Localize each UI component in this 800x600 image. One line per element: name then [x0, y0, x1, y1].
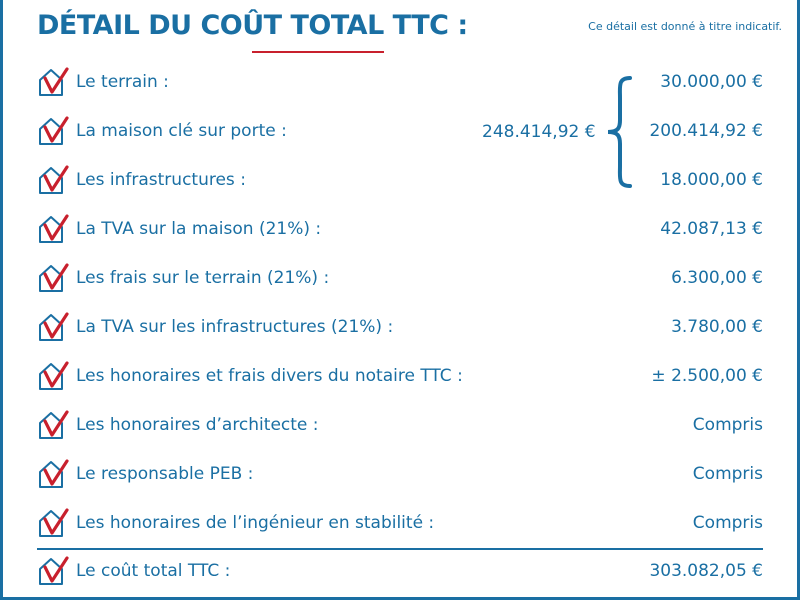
total-row [37, 555, 763, 589]
cost-value: 18.000,00 € [660, 170, 763, 190]
cost-label: Le responsable PEB : [76, 464, 254, 484]
cost-value: 42.087,13 € [660, 219, 763, 239]
cost-value: 3.780,00 € [671, 317, 763, 337]
cost-label: Les honoraires et frais divers du notaire TTC : [76, 366, 463, 386]
cost-label: La TVA sur les infrastructures (21%) : [76, 317, 394, 337]
title-underline [252, 51, 384, 53]
cost-value: Compris [692, 513, 763, 533]
cost-label: Les infrastructures : [76, 170, 246, 190]
cost-row [37, 409, 763, 443]
cost-label: Le terrain : [76, 72, 169, 92]
house-check-icon [37, 458, 69, 490]
house-check-icon [37, 262, 69, 294]
cost-row [37, 213, 763, 247]
house-check-icon [37, 555, 69, 587]
cost-row [37, 360, 763, 394]
cost-value: 6.300,00 € [671, 268, 763, 288]
cost-row [37, 164, 763, 198]
page-title [37, 10, 468, 41]
cost-value: Compris [692, 464, 763, 484]
house-check-icon [37, 115, 69, 147]
cost-label: Les honoraires d’architecte : [76, 415, 319, 435]
disclaimer-note: Ce détail est donné à titre indicatif. [588, 20, 782, 33]
cost-row [37, 262, 763, 296]
house-check-icon [37, 66, 69, 98]
cost-row [37, 66, 763, 100]
subtotal-value: 248.414,92 € [482, 122, 596, 142]
title-part-3: : [448, 10, 468, 41]
cost-label: Les frais sur le terrain (21%) : [76, 268, 330, 288]
total-divider [37, 548, 763, 550]
title-part-1: DÉTAIL DU COÛT [37, 10, 291, 41]
cost-label: La maison clé sur porte : [76, 121, 287, 141]
cost-row [37, 507, 763, 541]
cost-value: 200.414,92 € [649, 121, 763, 141]
cost-value: Compris [692, 415, 763, 435]
cost-row [37, 115, 763, 149]
cost-label: Les honoraires de l’ingénieur en stabilité : [76, 513, 435, 533]
total-label: Le coût total TTC : [76, 561, 231, 581]
cost-label: La TVA sur la maison (21%) : [76, 219, 322, 239]
cost-value: ± 2.500,00 € [651, 366, 763, 386]
cost-row [37, 311, 763, 345]
house-check-icon [37, 311, 69, 343]
total-value: 303.082,05 € [649, 561, 763, 581]
house-check-icon [37, 213, 69, 245]
cost-value: 30.000,00 € [660, 72, 763, 92]
house-check-icon [37, 164, 69, 196]
house-check-icon [37, 360, 69, 392]
house-check-icon [37, 409, 69, 441]
cost-row [37, 458, 763, 492]
house-check-icon [37, 507, 69, 539]
title-part-2: TOTAL TTC [290, 10, 449, 41]
